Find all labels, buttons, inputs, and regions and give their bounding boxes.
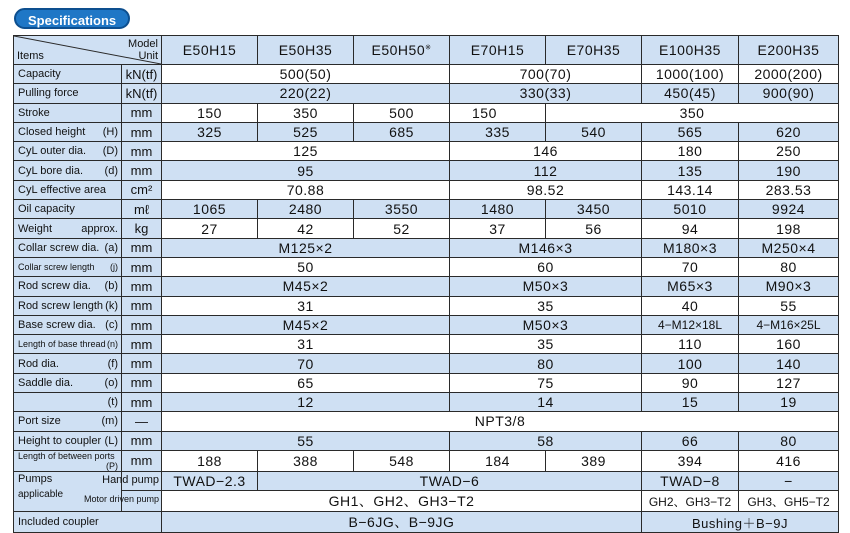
hand-pump-label: Hand pump — [122, 471, 162, 490]
table-cell: 283.53 — [739, 180, 839, 199]
table-cell: 548 — [354, 450, 450, 471]
table-cell: 150 — [162, 103, 258, 122]
row-label: Rod screw dia. (b) — [14, 277, 122, 296]
row-label: (t) — [14, 393, 122, 412]
cyl-area-row — [14, 180, 839, 199]
pumps-applicable-label: Pumps applicable — [14, 471, 122, 511]
table-cell: 12 — [162, 393, 450, 412]
row-unit: mm — [122, 335, 162, 354]
table-cell: 4−M16×25L — [739, 315, 839, 334]
table-cell: 135 — [642, 161, 739, 180]
table-cell: 80 — [739, 257, 839, 276]
table-cell: 55 — [162, 431, 450, 450]
table-cell: 90 — [642, 373, 739, 392]
model-header: E50H15 — [162, 36, 258, 65]
table-cell: 66 — [642, 431, 739, 450]
table-cell: 37 — [450, 219, 546, 238]
row-unit: mm — [122, 257, 162, 276]
table-cell: M65×3 — [642, 277, 739, 296]
table-cell: 9924 — [739, 200, 839, 219]
table-cell: 3450 — [546, 200, 642, 219]
table-cell: 1000(100) — [642, 65, 739, 84]
table-cell: 98.52 — [450, 180, 642, 199]
table-cell: 125 — [162, 142, 450, 161]
table-cell: 5010 — [642, 200, 739, 219]
row-label: Length of base thread (n) — [14, 335, 122, 354]
table-cell: 127 — [739, 373, 839, 392]
table-cell: 110 — [642, 335, 739, 354]
table-cell: 112 — [450, 161, 642, 180]
table-cell: 100 — [642, 354, 739, 373]
row-unit: mm — [122, 354, 162, 373]
between-ports-row — [14, 450, 839, 471]
closed-height-row — [14, 122, 839, 141]
row-label: Capacity — [14, 65, 122, 84]
table-cell: 70.88 — [162, 180, 450, 199]
row-label: Included coupler — [14, 512, 162, 533]
row-unit: kN(tf) — [122, 84, 162, 103]
row-unit: mm — [122, 142, 162, 161]
row-label: Rod dia. (f) — [14, 354, 122, 373]
row-label: Base screw dia. (c) — [14, 315, 122, 334]
table-cell: 350 — [546, 103, 839, 122]
row-unit: mℓ — [122, 200, 162, 219]
base-screw-dia-row — [14, 315, 839, 334]
header-corner — [14, 36, 162, 65]
table-cell: 325 — [162, 122, 258, 141]
row-unit: mm — [122, 315, 162, 334]
cyl-outer-row — [14, 142, 839, 161]
table-cell: B−6JG、B−9JG — [162, 512, 642, 533]
unit-label: Unit — [138, 50, 158, 62]
row-unit: mm — [122, 122, 162, 141]
table-cell: GH1、GH2、GH3−T2 — [162, 491, 642, 512]
table-cell: 700(70) — [450, 65, 642, 84]
table-cell: 389 — [546, 450, 642, 471]
table-cell: 94 — [642, 219, 739, 238]
table-cell: 388 — [258, 450, 354, 471]
table-cell: 95 — [162, 161, 450, 180]
table-cell: 15 — [642, 393, 739, 412]
table-cell: 685 — [354, 122, 450, 141]
table-cell: 250 — [739, 142, 839, 161]
table-cell: 70 — [162, 354, 450, 373]
rod-screw-dia-row — [14, 277, 839, 296]
table-cell: 150 — [450, 103, 546, 122]
table-cell: 416 — [739, 450, 839, 471]
row-label: Pulling force — [14, 84, 122, 103]
table-cell: NPT3/8 — [162, 412, 839, 431]
specifications-badge: Specifications — [14, 8, 130, 29]
row-unit: mm — [122, 431, 162, 450]
table-cell: TWAD−2.3 — [162, 471, 258, 490]
table-cell: 65 — [162, 373, 450, 392]
row-unit: mm — [122, 373, 162, 392]
table-cell: 140 — [739, 354, 839, 373]
table-cell: 35 — [450, 335, 642, 354]
row-label: Rod screw length (k) — [14, 296, 122, 315]
row-unit: mm — [122, 238, 162, 257]
table-cell: M180×3 — [642, 238, 739, 257]
table-cell: 330(33) — [450, 84, 642, 103]
row-label: Oil capacity — [14, 200, 122, 219]
model-header: E50H35 — [258, 36, 354, 65]
row-unit: mm — [122, 161, 162, 180]
table-cell: 565 — [642, 122, 739, 141]
cyl-bore-row — [14, 161, 839, 180]
table-cell: 394 — [642, 450, 739, 471]
model-label: Model — [128, 38, 158, 50]
pulling-force-row — [14, 84, 839, 103]
stroke-row — [14, 103, 839, 122]
rod-dia-row — [14, 354, 839, 373]
row-label: Port size (m) — [14, 412, 122, 431]
table-cell: 500(50) — [162, 65, 450, 84]
collar-length-row — [14, 257, 839, 276]
table-cell: 188 — [162, 450, 258, 471]
model-header: E70H35 — [546, 36, 642, 65]
table-cell: 184 — [450, 450, 546, 471]
table-cell: 52 — [354, 219, 450, 238]
table-cell: 50 — [162, 257, 450, 276]
table-cell: 540 — [546, 122, 642, 141]
included-coupler-row — [14, 512, 839, 533]
table-cell: 31 — [162, 335, 450, 354]
table-cell: 27 — [162, 219, 258, 238]
row-unit: mm — [122, 393, 162, 412]
row-unit: mm — [122, 103, 162, 122]
row-label: Weight approx. — [14, 219, 122, 238]
row-label: CyL outer dia. (D) — [14, 142, 122, 161]
oil-capacity-row — [14, 200, 839, 219]
port-size-row — [14, 412, 839, 431]
table-cell: 3550 — [354, 200, 450, 219]
table-cell: GH2、GH3−T2 — [642, 491, 739, 512]
table-cell: M50×3 — [450, 277, 642, 296]
row-label: Collar screw dia. (a) — [14, 238, 122, 257]
table-cell: M146×3 — [450, 238, 642, 257]
table-cell: 31 — [162, 296, 450, 315]
table-cell: 143.14 — [642, 180, 739, 199]
model-header: E100H35 — [642, 36, 739, 65]
collar-dia-row — [14, 238, 839, 257]
model-header: E200H35 — [739, 36, 839, 65]
table-cell: M45×2 — [162, 277, 450, 296]
motor-pump-row — [14, 491, 839, 512]
saddle-t-row — [14, 393, 839, 412]
table-cell: Bushing＋B−9J — [642, 512, 839, 533]
row-unit: mm — [122, 296, 162, 315]
table-cell: 14 — [450, 393, 642, 412]
table-cell: M125×2 — [162, 238, 450, 257]
table-cell: 70 — [642, 257, 739, 276]
table-cell: 190 — [739, 161, 839, 180]
table-cell: M45×2 — [162, 315, 450, 334]
row-unit: kN(tf) — [122, 65, 162, 84]
row-label: Height to coupler (L) — [14, 431, 122, 450]
table-cell: 58 — [450, 431, 642, 450]
model-header: E70H15 — [450, 36, 546, 65]
row-unit: kg — [122, 219, 162, 238]
table-cell: 75 — [450, 373, 642, 392]
table-cell: 1480 — [450, 200, 546, 219]
table-cell: 146 — [450, 142, 642, 161]
row-label: Length of between ports (P) — [14, 450, 122, 471]
specifications-table — [13, 35, 839, 533]
header-row — [14, 36, 839, 65]
table-cell: 56 — [546, 219, 642, 238]
table-cell: 19 — [739, 393, 839, 412]
hand-pump-row — [14, 471, 839, 490]
table-cell: 525 — [258, 122, 354, 141]
table-cell: 42 — [258, 219, 354, 238]
table-cell: 2000(200) — [739, 65, 839, 84]
table-cell: M250×4 — [739, 238, 839, 257]
base-thread-length-row — [14, 335, 839, 354]
coupler-height-row — [14, 431, 839, 450]
saddle-dia-row — [14, 373, 839, 392]
table-cell: 55 — [739, 296, 839, 315]
table-cell: 80 — [450, 354, 642, 373]
table-cell: M90×3 — [739, 277, 839, 296]
rod-screw-length-row — [14, 296, 839, 315]
table-cell: 35 — [450, 296, 642, 315]
row-label: Stroke — [14, 103, 122, 122]
model-header: E50H50※ — [354, 36, 450, 65]
table-cell: 80 — [739, 431, 839, 450]
table-cell: 160 — [739, 335, 839, 354]
row-label: Collar screw length (j) — [14, 257, 122, 276]
table-cell: 900(90) — [739, 84, 839, 103]
table-cell: 450(45) — [642, 84, 739, 103]
row-label: Saddle dia. (o) — [14, 373, 122, 392]
row-label: CyL bore dia. (d) — [14, 161, 122, 180]
table-cell: 180 — [642, 142, 739, 161]
table-cell: 1065 — [162, 200, 258, 219]
table-cell: − — [739, 471, 839, 490]
table-cell: 2480 — [258, 200, 354, 219]
weight-row — [14, 219, 839, 238]
table-cell: 350 — [258, 103, 354, 122]
table-cell: 335 — [450, 122, 546, 141]
row-unit: — — [122, 412, 162, 431]
table-cell: GH3、GH5−T2 — [739, 491, 839, 512]
table-cell: 60 — [450, 257, 642, 276]
row-unit: cm² — [122, 180, 162, 199]
table-cell: 220(22) — [162, 84, 450, 103]
row-label: Closed height (H) — [14, 122, 122, 141]
table-cell: 198 — [739, 219, 839, 238]
table-cell: TWAD−8 — [642, 471, 739, 490]
table-cell: M50×3 — [450, 315, 642, 334]
table-cell: 500 — [354, 103, 450, 122]
row-unit: mm — [122, 450, 162, 471]
capacity-row — [14, 65, 839, 84]
table-cell: 620 — [739, 122, 839, 141]
table-cell: TWAD−6 — [258, 471, 642, 490]
table-cell: 4−M12×18L — [642, 315, 739, 334]
motor-pump-label: Motor driven pump — [122, 491, 162, 512]
row-unit: mm — [122, 277, 162, 296]
row-label: CyL effective area — [14, 180, 122, 199]
table-cell: 40 — [642, 296, 739, 315]
items-label: Items — [17, 50, 44, 62]
